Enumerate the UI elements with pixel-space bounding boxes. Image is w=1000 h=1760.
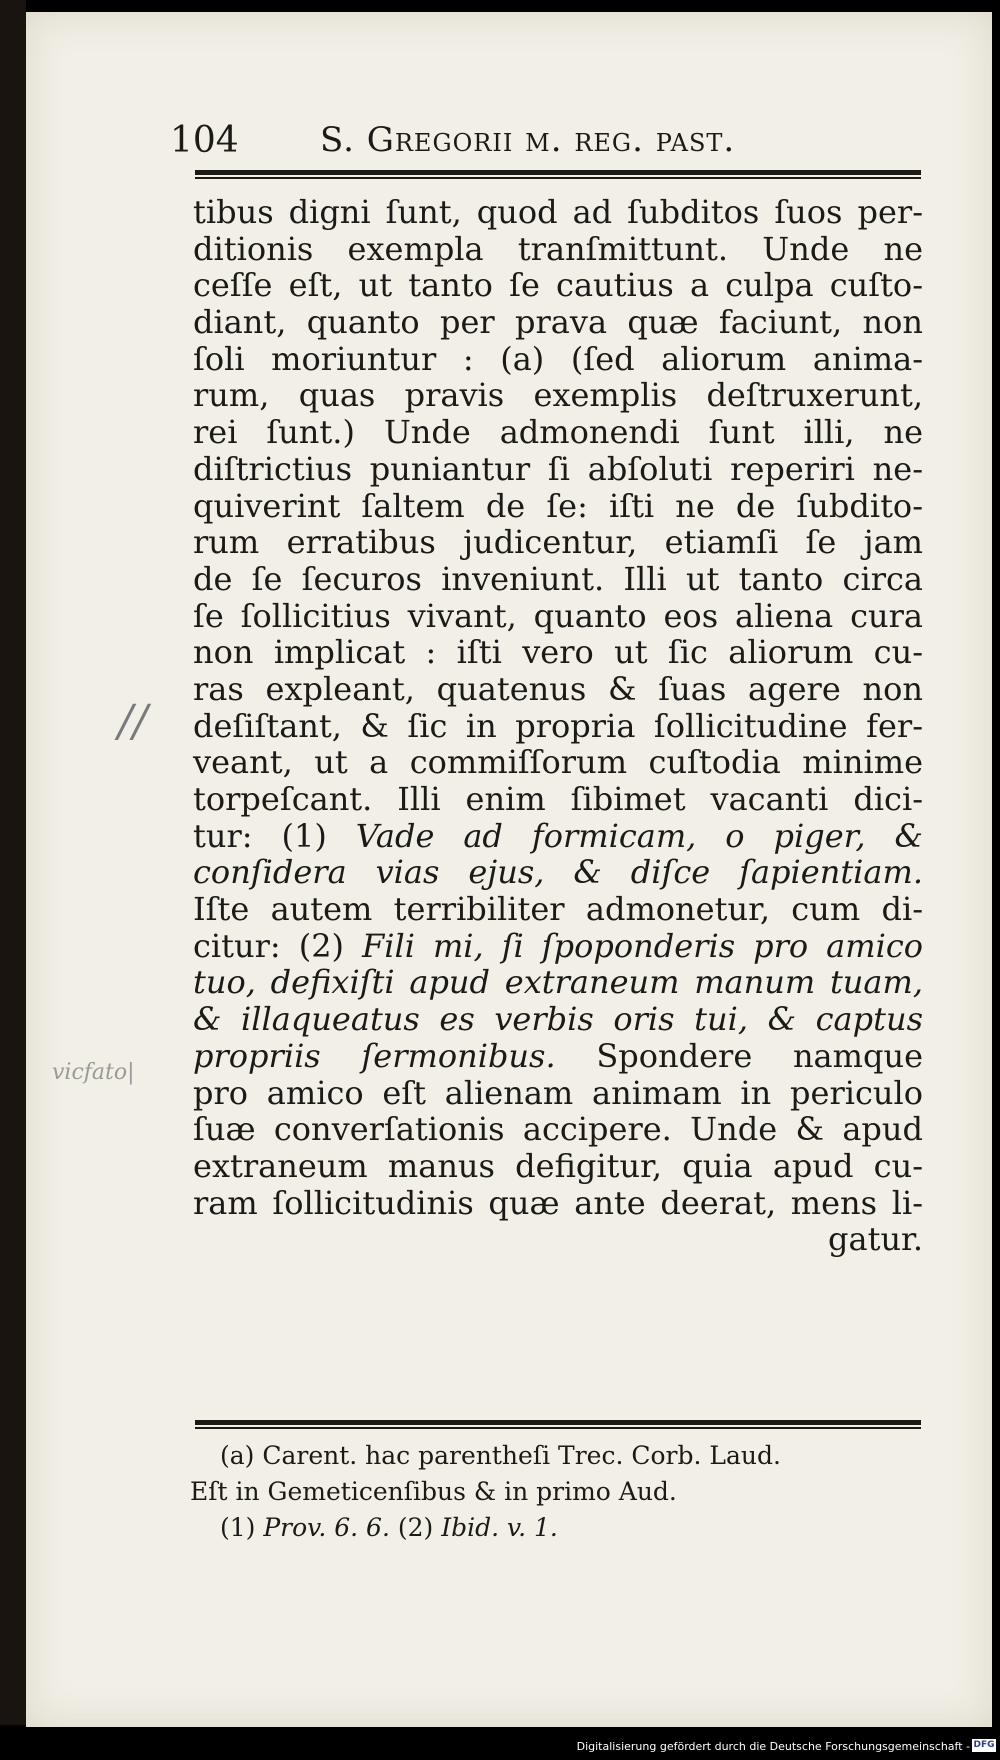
text-line: tibus digni ſunt, quod ad ſubditos ſuos per- [193, 193, 923, 231]
text-line [193, 1038, 923, 1075]
text-span: Spondere namque [555, 1036, 923, 1075]
text-line: quiverint ſaltem de ſe: iſti ne de ſubdito- [193, 486, 923, 525]
footer-credit: Digitalisierung gefördert durch die Deutsche Forschungsgemeinschaft - [576, 1740, 970, 1753]
text-line: ſoli moriuntur : (a) (ſed aliorum anima- [193, 339, 923, 378]
text-line: ditionis exempla tranſmittunt. Unde ne [193, 229, 923, 268]
text-span: tur: (1) [193, 816, 356, 855]
citation-italic: Fili mi, ſi ſpoponderis pro amico [362, 926, 924, 965]
footnote-line: Eſt in Gemeticenſibus & in primo Aud. [190, 1477, 677, 1506]
text-line: ſuæ converſationis accipere. Unde & apud [193, 1110, 923, 1149]
text-line: pro amico eſt alienam animam in periculo [193, 1073, 923, 1112]
footnote-marker: (1) [220, 1513, 264, 1542]
text-line: diſtrictius puniantur ſi abſoluti reperiri ne- [193, 449, 923, 488]
text-line: & illaqueatus es verbis oris tui, & captus [193, 1000, 923, 1039]
footnote-rule [195, 1420, 921, 1425]
footnote-line: (a) Carent. hac parentheſi Trec. Corb. Laud. [220, 1441, 781, 1470]
header-rule [195, 170, 921, 175]
text-line: de ſe ſecuros inveniunt. Illi ut tanto circa [193, 559, 923, 598]
running-head: S. Gregorii m. reg. past. [320, 120, 736, 160]
text-line: rum erratibus judicentur, etiamſi ſe jam [193, 523, 923, 562]
footnote-reference: Ibid. v. 1. [441, 1513, 558, 1542]
text-line: extraneum manus defigitur, quia apud cu- [193, 1146, 923, 1185]
text-line: rum, quas pravis exemplis deſtruxerunt, [193, 376, 923, 415]
text-line-last: gatur. [828, 1220, 923, 1259]
text-line: tuo, defixiſti apud extraneum manum tuam, [193, 963, 923, 1002]
text-line [193, 818, 923, 855]
text-line: torpeſcant. Illi enim ſibimet vacanti dici- [193, 780, 923, 818]
footnote-refs [190, 1510, 925, 1546]
footnote-rule-thin [195, 1427, 921, 1429]
text-line: Iſte autem terribiliter admonetur, cum di- [193, 890, 923, 929]
text-span: citur: (2) [193, 926, 363, 965]
text-line: ras expleant, quatenus & ſuas agere non [193, 669, 923, 708]
header-rule-thin [195, 177, 921, 179]
footnote-marker: (2) [389, 1513, 442, 1542]
text-line: deſiſtant, & ſic in propria ſollicitudine fer- [193, 706, 923, 745]
page-number: 104 [170, 120, 239, 161]
text-line [193, 928, 923, 965]
margin-bar-marks: // [118, 696, 148, 747]
text-line: rei ſunt.) Unde admonendi ſunt illi, ne [193, 413, 923, 452]
text-line: diant, quanto per prava quæ faciunt, non [193, 303, 923, 342]
dfg-logo: DFG [973, 1740, 995, 1750]
text-line: ſe ſollicitius vivant, quanto eos aliena cura [193, 596, 923, 635]
main-text [193, 194, 923, 1258]
footnote-reference: Prov. 6. 6. [263, 1513, 390, 1542]
margin-handwritten-note: vicfato| [52, 1060, 135, 1085]
page-header [170, 120, 910, 170]
text-line: veant, ut a commiſſorum cuſtodia minime [193, 743, 923, 782]
text-line: ceſſe eſt, ut tanto ſe cautius a culpa cuſto- [193, 266, 923, 305]
text-line: conſidera vias ejus, & diſce ſapientiam. [193, 853, 923, 892]
text-line: non implicat : iſti vero ut ſic aliorum cu- [193, 633, 923, 672]
citation-italic: Vade ad formicam, o piger, & [355, 816, 924, 855]
text-line: ram ſollicitudinis quæ ante deerat, mens li- [193, 1183, 923, 1222]
book-binding-edge [0, 0, 26, 1725]
footnotes [190, 1438, 925, 1546]
citation-italic: propriis ſermonibus. [193, 1036, 556, 1075]
